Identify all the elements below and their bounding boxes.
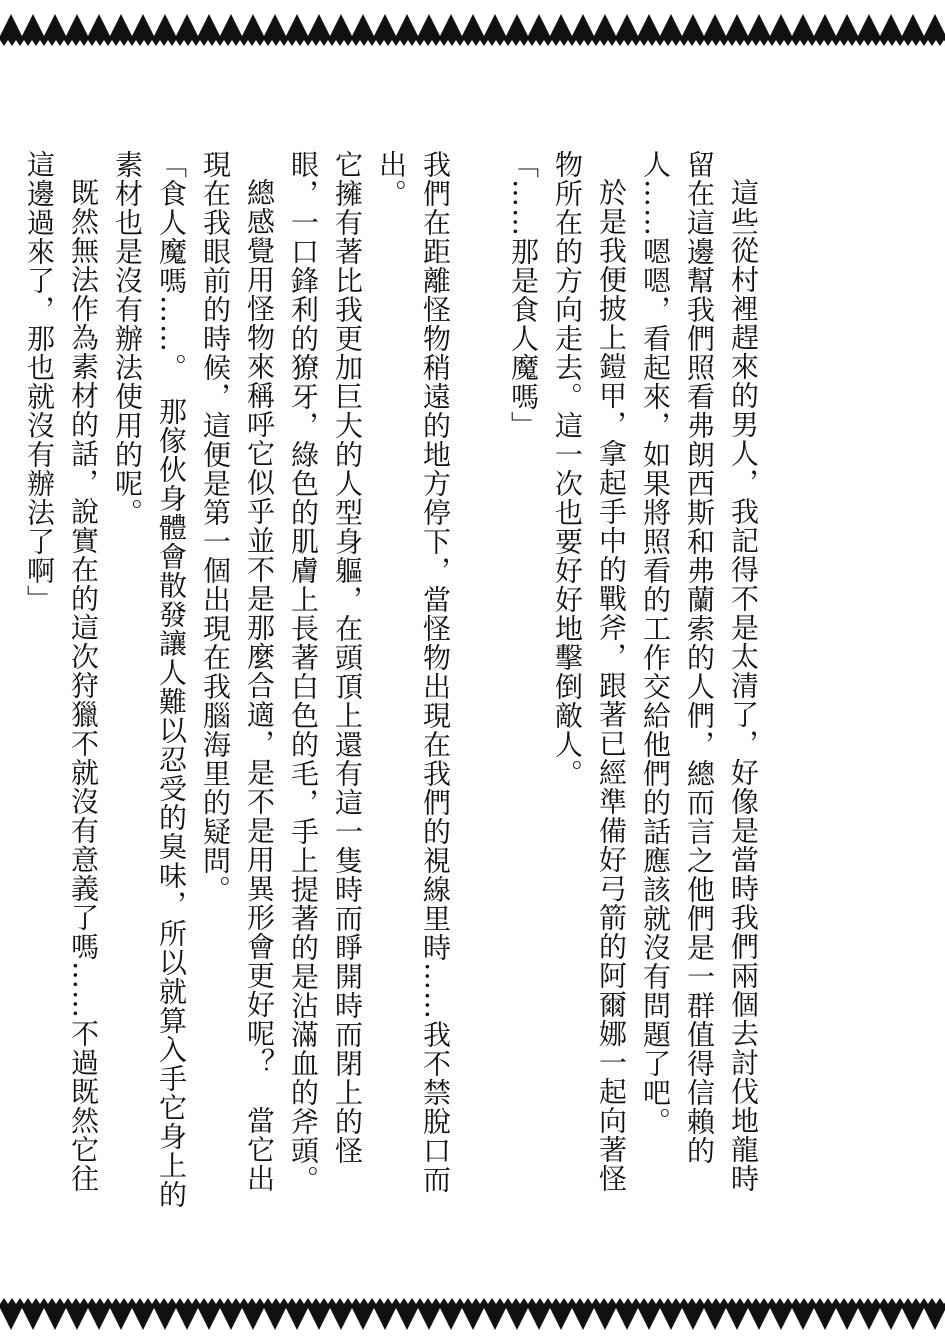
top-decorative-border xyxy=(0,0,945,50)
paragraph-7: 「食人魔嗎……。 那傢伙身體會散發讓人難以忍受的臭味，所以就算入手它身上的素材也是沒有辦法使用的呢。 xyxy=(111,150,188,1209)
paragraph-1: 這些從村裡趕來的男人，我記得不是太清了，好像是當時我們兩個去討伐地龍時留在這邊幫我們照看弗朗西斯和弗蘭索的人們，總而言之他們是一群值得信賴的人……嗯嗯，看起來，如果將照看的工作交給他們的話應該就沒有問題了吧。 xyxy=(639,150,760,1193)
vertical-text-body xyxy=(17,150,765,1210)
paragraph-5: 它擁有著比我更加巨大的人型身軀，在頭頂上還有這一隻時而睜開時而閉上的怪眼，一口鋒利的獠牙，綠色的肌膚上長著白色的毛，手上提著的是沾滿血的斧頭。 xyxy=(287,150,364,1194)
paragraph-3: 「……那是食人魔嗎」 xyxy=(507,150,540,440)
paragraph-4: 我們在距離怪物稍遠的地方停下，當怪物出現在我們的視線里時……我不禁脫口而出。 xyxy=(375,150,452,1194)
paragraph-2: 於是我便披上鎧甲，拿起手中的戰斧，跟著已經準備好弓箭的阿爾娜一起向著怪物所在的方向走去。這一次也要好好地擊倒敵人。 xyxy=(551,150,628,1193)
bottom-decorative-border xyxy=(0,1294,945,1344)
paragraph-8: 既然無法作為素材的話，說實在的這次狩獵不就沒有意義了嗎……不過既然它往這邊過來了，那也就沒有辦法了啊」 xyxy=(23,150,100,1193)
paragraph-6: 總感覺用怪物來稱呼它似乎並不是那麼合適，是不是用異形會更好呢？ 當它出現在我眼前的時候，這便是第一個出現在我腦海里的疑問。 xyxy=(199,150,276,1193)
